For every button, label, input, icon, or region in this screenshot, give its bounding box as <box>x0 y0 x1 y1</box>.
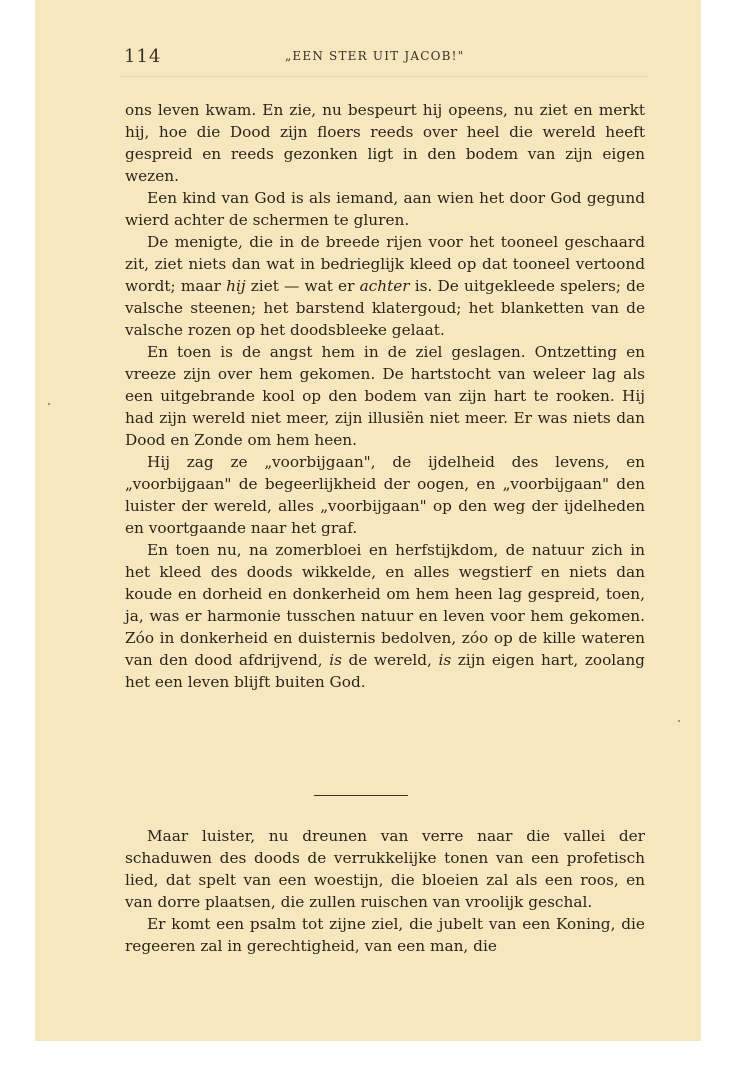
paper-speck <box>678 720 680 722</box>
running-header <box>35 46 701 70</box>
paragraph-4: En toen is de angst hem in de ziel geslagen. Ontzetting en vreeze zijn over hem gekomen. De hartstocht van weleer lag als een uitgebrande kool op den bodem van zijn hart te rooken. Hij had zijn wereld niet meer, zijn illusiën niet meer. Er was niets dan Dood en Zonde om hem heen. <box>125 343 645 449</box>
emphasis-is-1: is <box>329 651 342 669</box>
book-page <box>35 0 701 1041</box>
paragraph-6-text-a: En toen nu, na zomerbloei en herfstijkdom, de natuur zich in het kleed des doods wikkelde, en alles wegstierf en niets dan koude en dorheid en donkerheid om hem heen lag gespreid, toen, ja, was er harmonie tusschen natuur en leven voor hem gekomen. Zóo in donkerheid en duisternis bedolven, zóo op de kille wateren van den dood afdrijvend, <box>125 541 645 669</box>
paragraph-2: Een kind van God is als iemand, aan wien het door God gegund wierd achter de schermen te gluren. <box>125 189 645 229</box>
section-divider <box>314 795 408 796</box>
page-number: 114 <box>124 46 162 67</box>
emphasis-achter: achter <box>359 277 410 295</box>
emphasis-is-2: is <box>438 651 452 669</box>
paragraph-7: Maar luister, nu dreunen van verre naar die vallei der schaduwen des doods de verrukkelijke tonen van een profetisch lied, dat spelt van een woestijn, die bloeien zal als een roos, en van dorre plaatsen, die zullen ruischen van vroolijk geschal. <box>125 827 645 911</box>
paragraph-3 <box>125 231 645 341</box>
paragraph-3-text-a: De menigte, die in de breede rijen voor het tooneel geschaard zit, ziet niets dan wat in bedrieglijk kleed op dat tooneel vertoond wordt; maar <box>125 233 645 295</box>
paragraph-6 <box>125 539 645 693</box>
running-title: „EEN STER UIT JACOB!" <box>285 49 465 63</box>
paragraph-6-text-c: zijn eigen hart, zoolang het een leven blijft buiten God. <box>125 651 645 691</box>
paragraph-6-text-b: de wereld, <box>341 651 439 669</box>
paragraph-8: Er komt een psalm tot zijne ziel, die jubelt van een Koning, die regeeren zal in gerechtigheid, van een man, die <box>125 915 645 955</box>
paragraph-1: ons leven kwam. En zie, nu bespeurt hij opeens, nu ziet en merkt hij, hoe die Dood zijn floers reeds over heel die wereld heeft gespreid en reeds gezonken ligt in den bodem van zijn eigen wezen. <box>125 101 645 185</box>
body-text-top <box>125 99 645 693</box>
header-rule <box>121 76 647 77</box>
paragraph-3-text-c: is. De uitgekleede spelers; de valsche steenen; het barstend klatergoud; het blanketten van de valsche rozen op het doodsbleeke gelaat. <box>125 277 645 339</box>
emphasis-hij: hij <box>226 277 246 295</box>
paper-speck <box>48 403 50 405</box>
paragraph-3-text-b: ziet — wat er <box>245 277 360 295</box>
body-text-bottom <box>125 825 645 957</box>
paragraph-5: Hij zag ze „voorbijgaan", de ijdelheid des levens, en „voorbijgaan" de begeerlijkheid der oogen, en „voorbijgaan" den luister der wereld, alles „voorbijgaan" op den weg der ijdelheden en voortgaande naar het graf. <box>125 453 645 537</box>
